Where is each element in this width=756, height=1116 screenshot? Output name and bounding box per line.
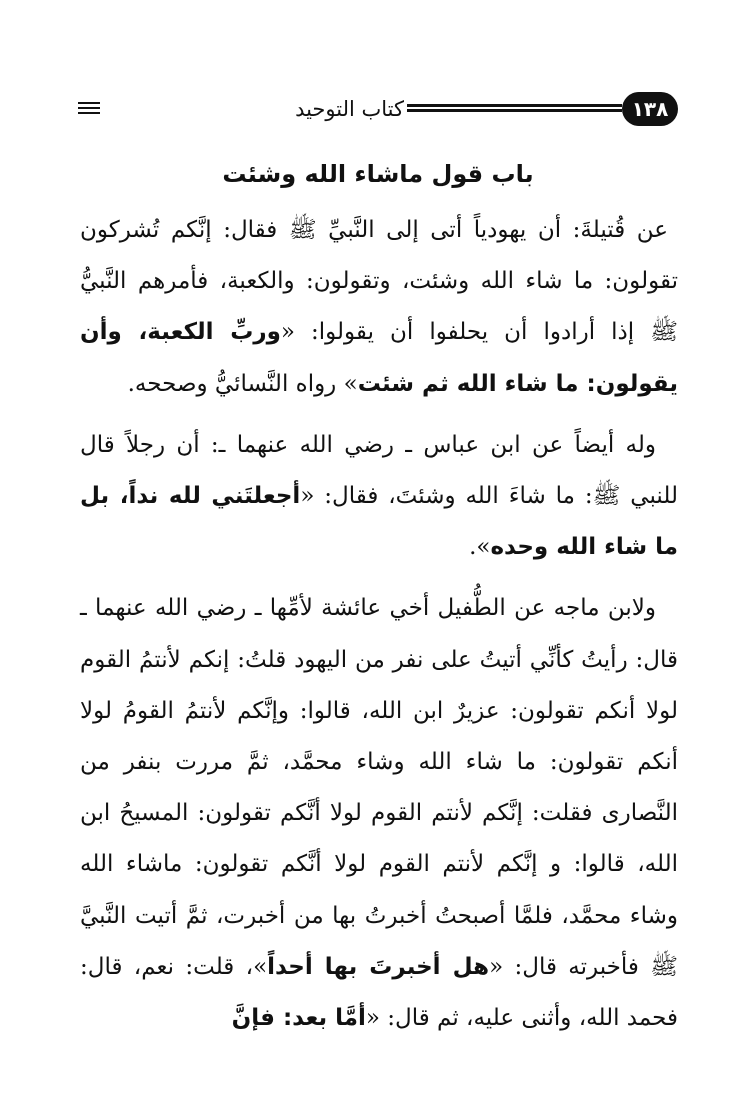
header-rule-long xyxy=(407,104,622,112)
hadith-quote-bold: هل أخبرتَ بها أحداً xyxy=(267,953,490,980)
paragraph-ibn-abbas xyxy=(80,420,678,574)
chapter-title: باب قول ماشاء الله وشئت xyxy=(222,160,534,188)
hadith-quote-bold: وربِّ الكعبة، وأن يقولون: ما شاء الله ثم شئت xyxy=(80,319,678,397)
paragraph-text: ». xyxy=(469,534,491,561)
paragraph-text: وله أيضاً عن ابن عباس ـ رضي الله عنهما ـ: أن رجلاً قال للنبي ﷺ: ما شاءَ الله وشئتَ، فقال: « xyxy=(80,431,678,510)
paragraph-text: عن قُتيلةَ: أن يهودياً أتى إلى النَّبيِّ ﷺ فقال: إنَّكم تُشركون تقولون: ما شاء الله وشئت، وتقولون: والكعبة، فأمرهم النَّبيُّ ﷺ إذا أرادوا أن يحلفوا أن يقولوا: « xyxy=(80,217,678,346)
paragraph-tufayl xyxy=(80,583,678,1044)
body-text xyxy=(80,205,678,1054)
running-header xyxy=(78,92,678,126)
paragraph-qutaylah xyxy=(80,205,678,410)
hadith-quote-bold: أمَّا بعد: فإنَّ xyxy=(231,1005,366,1032)
book-title: كتاب التوحيد xyxy=(295,97,404,121)
header-rule-short xyxy=(78,102,100,114)
paragraph-text: »، قلت: نعم، قال: فحمد الله، وأثنى عليه، ثم قال: « xyxy=(80,953,678,1032)
paragraph-text: » رواه النَّسائيُّ وصححه. xyxy=(127,370,358,397)
page-number: ١٣٨ xyxy=(622,92,678,126)
hadith-quote-bold: أجعلتَني لله نداً، بل ما شاء الله وحده xyxy=(80,483,678,561)
paragraph-text: ولابن ماجه عن الطُّفيل أخي عائشة لأمِّها ـ رضي الله عنهما ـ قال: رأيتُ كأنِّي أتيتُ على نفر من اليهود قلتُ: إنكم لأنتمُ القوم لولا أنكم تقولون: عزيرٌ ابن الله، قالوا: وإنَّكم لأنتمُ القومُ لولا أنكم تقولون: ما شاء الله وشاء محمَّد، ثمَّ مررت بنفر من النَّصارى فقلت: إنَّكم لأنتم القوم لولا أنَّكم تقولون: المسيحُ ابن الله، قالوا: و إنَّكم لأنتم القوم لولا أنَّكم تقولون: ماشاء الله وشاء محمَّد، فلمَّا أصبحتُ أخبرتُ بها من أخبرت، ثمَّ أتيت النَّبيَّ ﷺ فأخبرته قال: « xyxy=(80,595,678,980)
